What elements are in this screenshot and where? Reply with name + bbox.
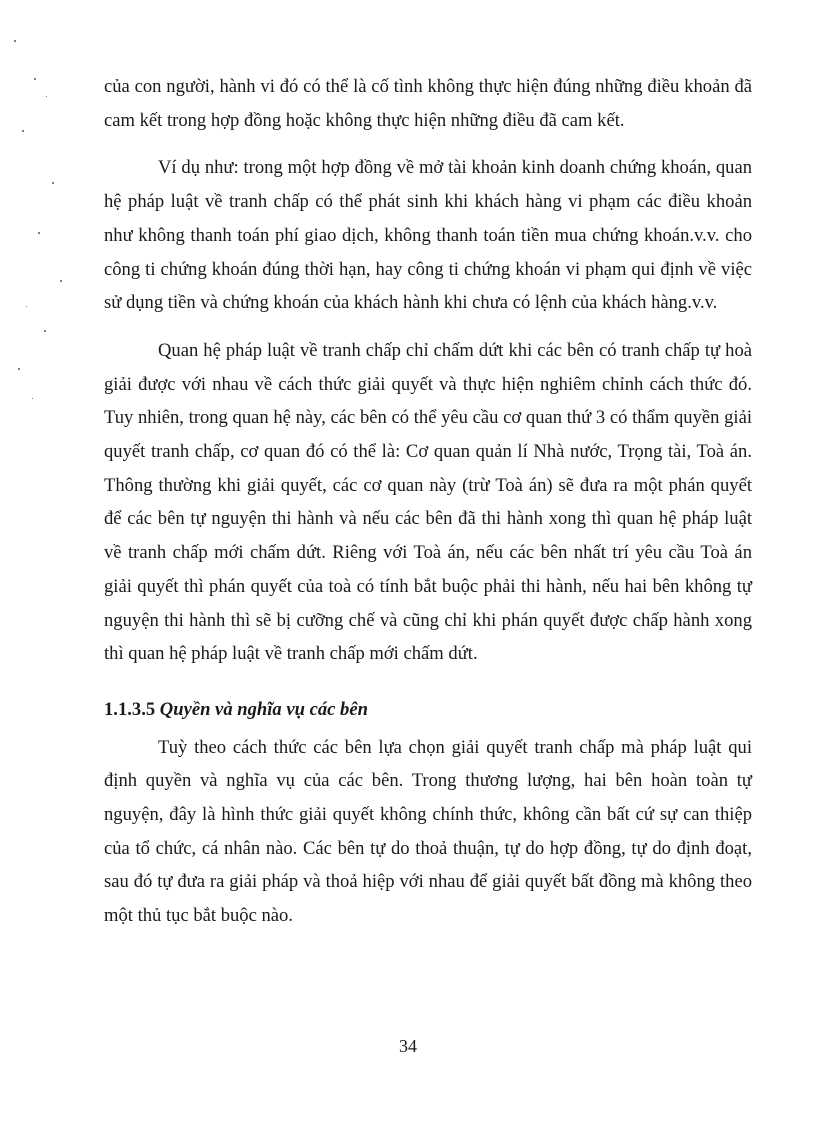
section-heading: [104, 693, 752, 727]
document-page: [104, 70, 752, 933]
page-number: 34: [399, 1036, 417, 1056]
paragraph-2: Ví dụ như: trong một hợp đồng về mở tài khoản kinh doanh chứng khoán, quan hệ pháp luật về tranh chấp có thể phát sinh khi khách hàng vi phạm các điều khoản như không thanh toán phí giao dịch, không thanh toán tiền mua chứng khoán.v.v. cho công ti chứng khoán đúng thời hạn, hay công ti chứng khoán vi phạm qui định về việc sử dụng tiền và chứng khoán của khách hành khi chưa có lệnh của khách hàng.v.v.: [104, 157, 752, 314]
paragraph-3: Quan hệ pháp luật về tranh chấp chỉ chấm dứt khi các bên có tranh chấp tự hoà giải được với nhau về cách thức giải quyết và thực hiện nghiêm chỉnh cách thức đó. Tuy nhiên, trong quan hệ này, các bên có thể yêu cầu cơ quan thứ 3 có thẩm quyền giải quyết tranh chấp, cơ quan đó có thể là: Cơ quan quản lí Nhà nước, Trọng tài, Toà án. Thông thường khi giải quyết, các cơ quan này (trừ Toà án) sẽ đưa ra một phán quyết để các bên tự nguyện thi hành và nếu các bên đã thi hành xong thì quan hệ pháp luật về tranh chấp mới chấm dứt. Riêng với Toà án, nếu các bên nhất trí yêu cầu Toà án giải quyết thì phán quyết của toà có tính bắt buộc phải thi hành, nếu hai bên không tự nguyện thi hành thì sẽ bị cưỡng chế và cũng chỉ khi phán quyết được chấp hành xong thì quan hệ pháp luật về tranh chấp mới chấm dứt.: [104, 339, 752, 665]
section-paragraph: Tuỳ theo cách thức các bên lựa chọn giải quyết tranh chấp mà pháp luật qui định quyền và nghĩa vụ của các bên. Trong thương lượng, hai bên hoàn toàn tự nguyện, đây là hình thức giải quyết không chính thức, không cần bất cứ sự can thiệp của tổ chức, cá nhân nào. Các bên tự do thoả thuận, tự do hợp đồng, tự do định đoạt, sau đó tự đưa ra giải pháp và thoả hiệp với nhau để giải quyết bất đồng mà không theo một thủ tục bắt buộc nào.: [104, 736, 752, 927]
section-number: 1.1.3.5: [104, 698, 156, 720]
section-title: Quyền và nghĩa vụ các bên: [159, 698, 368, 720]
paragraph-1: của con người, hành vi đó có thể là cố tình không thực hiện đúng những điều khoản đã cam kết trong hợp đồng hoặc không thực hiện những điều đã cam kết.: [104, 76, 752, 131]
